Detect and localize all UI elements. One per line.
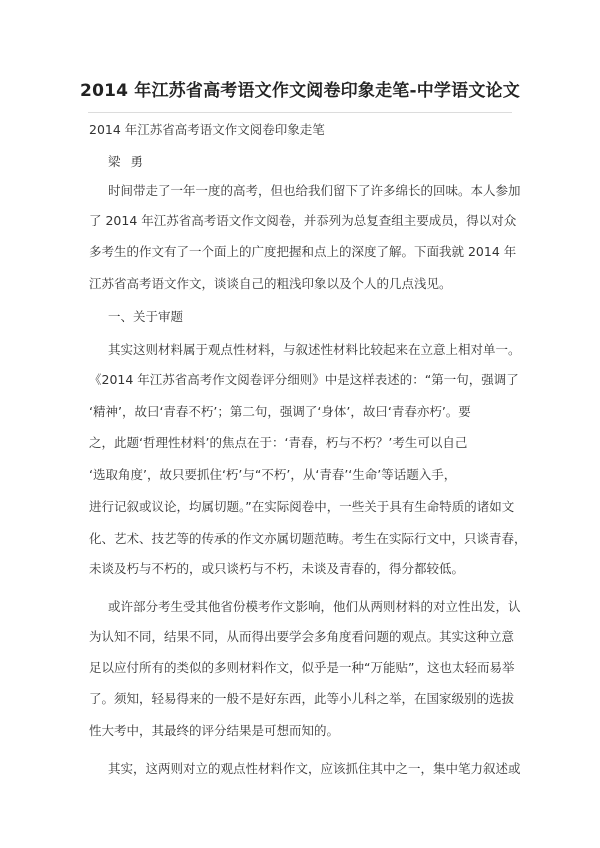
title-divider [88,112,512,113]
paragraph-line: 化、艺术、技艺等的传承的作文亦属切题范畴。考生在实际行文中，只谈青春， [89,531,527,546]
paragraph-line: 多考生的作文有了一个面上的广度把握和点上的深度了解。下面我就 2014 年 [89,244,517,259]
paragraph-line: 其实这则材料属于观点性材料，与叙述性材料比较起来在立意上相对单一。 [108,342,521,357]
document-title: 2014 年江苏省高考语文作文阅卷印象走笔-中学语文论文 [80,81,520,101]
paragraph-line: 未谈及朽与不朽的，或只谈朽与不朽，未谈及青春的，得分都较低。 [89,561,465,576]
paragraph-line: 《2014 年江苏省高考作文阅卷评分细则》中是这样表述的：“第一句，强调了 [89,372,519,387]
paragraph-line: 其实，这两则对立的观点性材料作文，应该抓住其中之一，集中笔力叙述或 [108,761,521,776]
paragraph-line: ‘精神’，故曰‘青春不朽’；第二句，强调了‘身体’，故曰‘青春亦朽’。要 [89,404,471,419]
section-heading: 一、关于审题 [108,309,184,324]
paragraph-line: 之，此题‘哲理性材料’的焦点在于：‘青春，朽与不朽？’考生可以自己 [89,435,468,450]
paragraph-line: 足以应付所有的类似的多则材料作文，似乎是一种“万能贴”，这也太轻而易举 [89,660,515,675]
paragraph-line: ‘选取角度’，故只要抓住‘朽’与“不朽’，从‘青春’‘生命’等话题入手， [89,467,457,482]
author-name: 梁 勇 [108,154,146,169]
paragraph-line: 性大考中，其最终的评分结果是可想而知的。 [89,723,340,738]
paragraph-line: 时间带走了一年一度的高考，但也给我们留下了许多绵长的回味。本人参加 [108,183,521,198]
paragraph-line: 了 2014 年江苏省高考语文作文阅卷，并忝列为总复查组主要成员，得以对众 [89,213,517,228]
paragraph-line: 或许部分考生受其他省份模考作文影响，他们从两则材料的对立性出发，认 [108,599,521,614]
paragraph-line: 了。须知，轻易得来的一般不是好东西，此等小儿科之举，在国家级别的选拔 [89,691,515,706]
paragraph-line: 进行记叙或议论，均属切题。”在实际阅卷中，一些关于具有生命特质的诸如文 [89,499,515,514]
article-subtitle: 2014 年江苏省高考语文作文阅卷印象走笔 [89,122,325,137]
paragraph-line: 为认知不同，结果不同，从而得出要学会多角度看问题的观点。其实这种立意 [89,629,515,644]
paragraph-line: 江苏省高考语文作文，谈谈自己的粗浅印象以及个人的几点浅见。 [89,276,452,291]
